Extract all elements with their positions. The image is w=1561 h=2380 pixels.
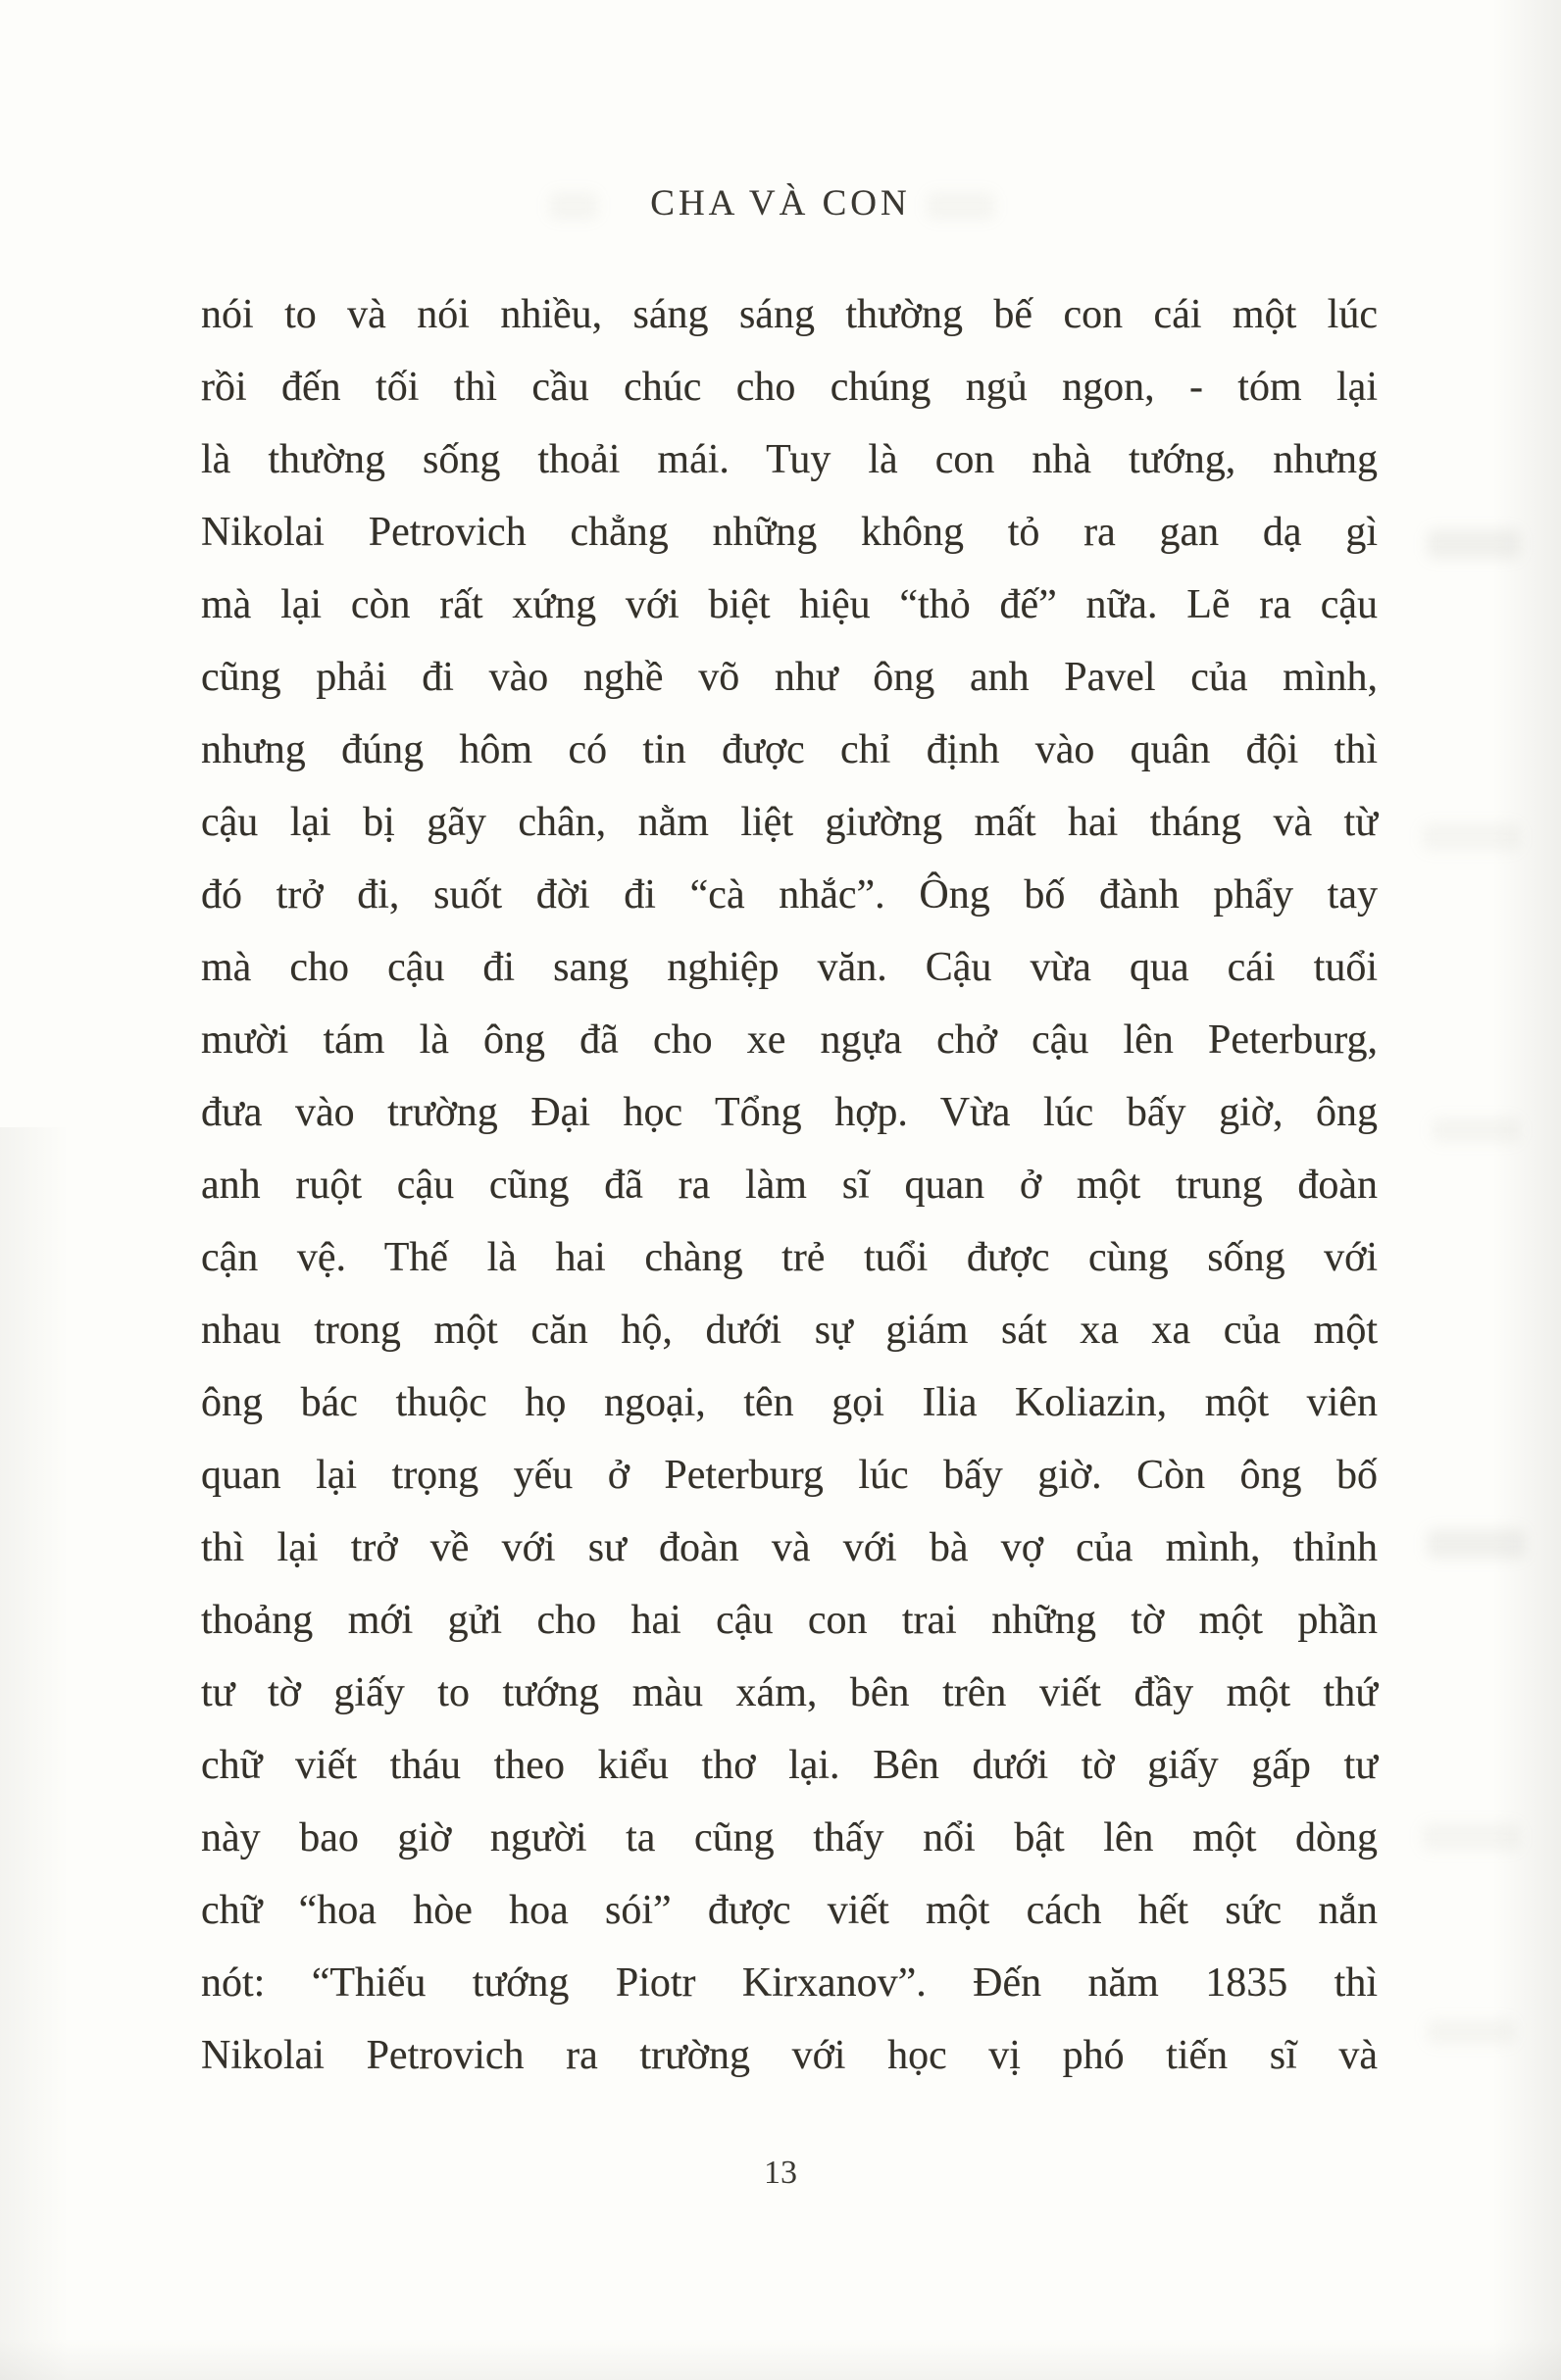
scan-bleed-mark <box>1432 1117 1520 1143</box>
scan-bleed-mark <box>1427 529 1520 559</box>
scan-shade-right-edge <box>1492 0 1561 2380</box>
text-line: Nikolai Petrovich ra trường với học vị phó tiến sĩ và <box>201 2033 1378 2078</box>
scan-bleed-mark <box>1427 2019 1515 2045</box>
text-line: thì lại trở về với sư đoàn và với bà vợ của mình, thỉnh <box>201 1525 1378 1570</box>
text-line: nói to và nói nhiều, sáng sáng thường bế con cái một lúc <box>201 292 1378 337</box>
scan-shade-left-edge <box>0 1127 69 2380</box>
text-line: mười tám là ông đã cho xe ngựa chở cậu lên Peterburg, <box>201 1017 1378 1063</box>
text-line: mà cho cậu đi sang nghiệp văn. Cậu vừa qua cái tuổi <box>201 945 1378 990</box>
text-line: chữ “hoa hòe hoa sói” được viết một cách hết sức nắn <box>201 1888 1378 1933</box>
scan-shade-bottom-edge <box>0 2339 1561 2380</box>
text-line: quan lại trọng yếu ở Peterburg lúc bấy giờ. Còn ông bố <box>201 1453 1378 1498</box>
scan-bleed-mark <box>1422 1823 1520 1851</box>
text-line: chữ viết tháu theo kiểu thơ lại. Bên dưới tờ giấy gấp tư <box>201 1743 1378 1788</box>
scan-bleed-mark <box>1427 1529 1525 1559</box>
text-line: thoảng mới gửi cho hai cậu con trai những tờ một phần <box>201 1598 1378 1643</box>
text-line: anh ruột cậu cũng đã ra làm sĩ quan ở một trung đoàn <box>201 1163 1378 1208</box>
running-header: CHA VÀ CON <box>650 183 911 223</box>
text-line: nhưng đúng hôm có tin được chỉ định vào quân đội thì <box>201 727 1378 772</box>
text-line: là thường sống thoải mái. Tuy là con nhà tướng, nhưng <box>201 437 1378 482</box>
body-text-block <box>201 278 1378 2092</box>
text-line: nót: “Thiếu tướng Piotr Kirxanov”. Đến năm 1835 thì <box>201 1960 1378 2006</box>
text-line: cũng phải đi vào nghề võ như ông anh Pavel của mình, <box>201 655 1378 700</box>
text-line: cậu lại bị gãy chân, nằm liệt giường mất hai tháng và từ <box>201 800 1378 845</box>
text-line: ông bác thuộc họ ngoại, tên gọi Ilia Koliazin, một viên <box>201 1380 1378 1425</box>
text-line: rồi đến tối thì cầu chúc cho chúng ngủ ngon, - tóm lại <box>201 365 1378 410</box>
text-line: đưa vào trường Đại học Tổng hợp. Vừa lúc bấy giờ, ông <box>201 1090 1378 1135</box>
text-line: tư tờ giấy to tướng màu xám, bên trên viết đầy một thứ <box>201 1670 1378 1715</box>
text-line: mà lại còn rất xứng với biệt hiệu “thỏ đế” nữa. Lẽ ra cậu <box>201 582 1378 627</box>
text-line: cận vệ. Thế là hai chàng trẻ tuổi được cùng sống với <box>201 1235 1378 1280</box>
scan-bleed-mark <box>1422 823 1520 851</box>
text-line: nhau trong một căn hộ, dưới sự giám sát xa xa của một <box>201 1308 1378 1353</box>
text-line: này bao giờ người ta cũng thấy nổi bật lên một dòng <box>201 1815 1378 1860</box>
text-line: Nikolai Petrovich chẳng những không tỏ ra gan dạ gì <box>201 510 1378 555</box>
page-number: 13 <box>764 2155 797 2191</box>
text-line: đó trở đi, suốt đời đi “cà nhắc”. Ông bố đành phẩy tay <box>201 872 1378 917</box>
